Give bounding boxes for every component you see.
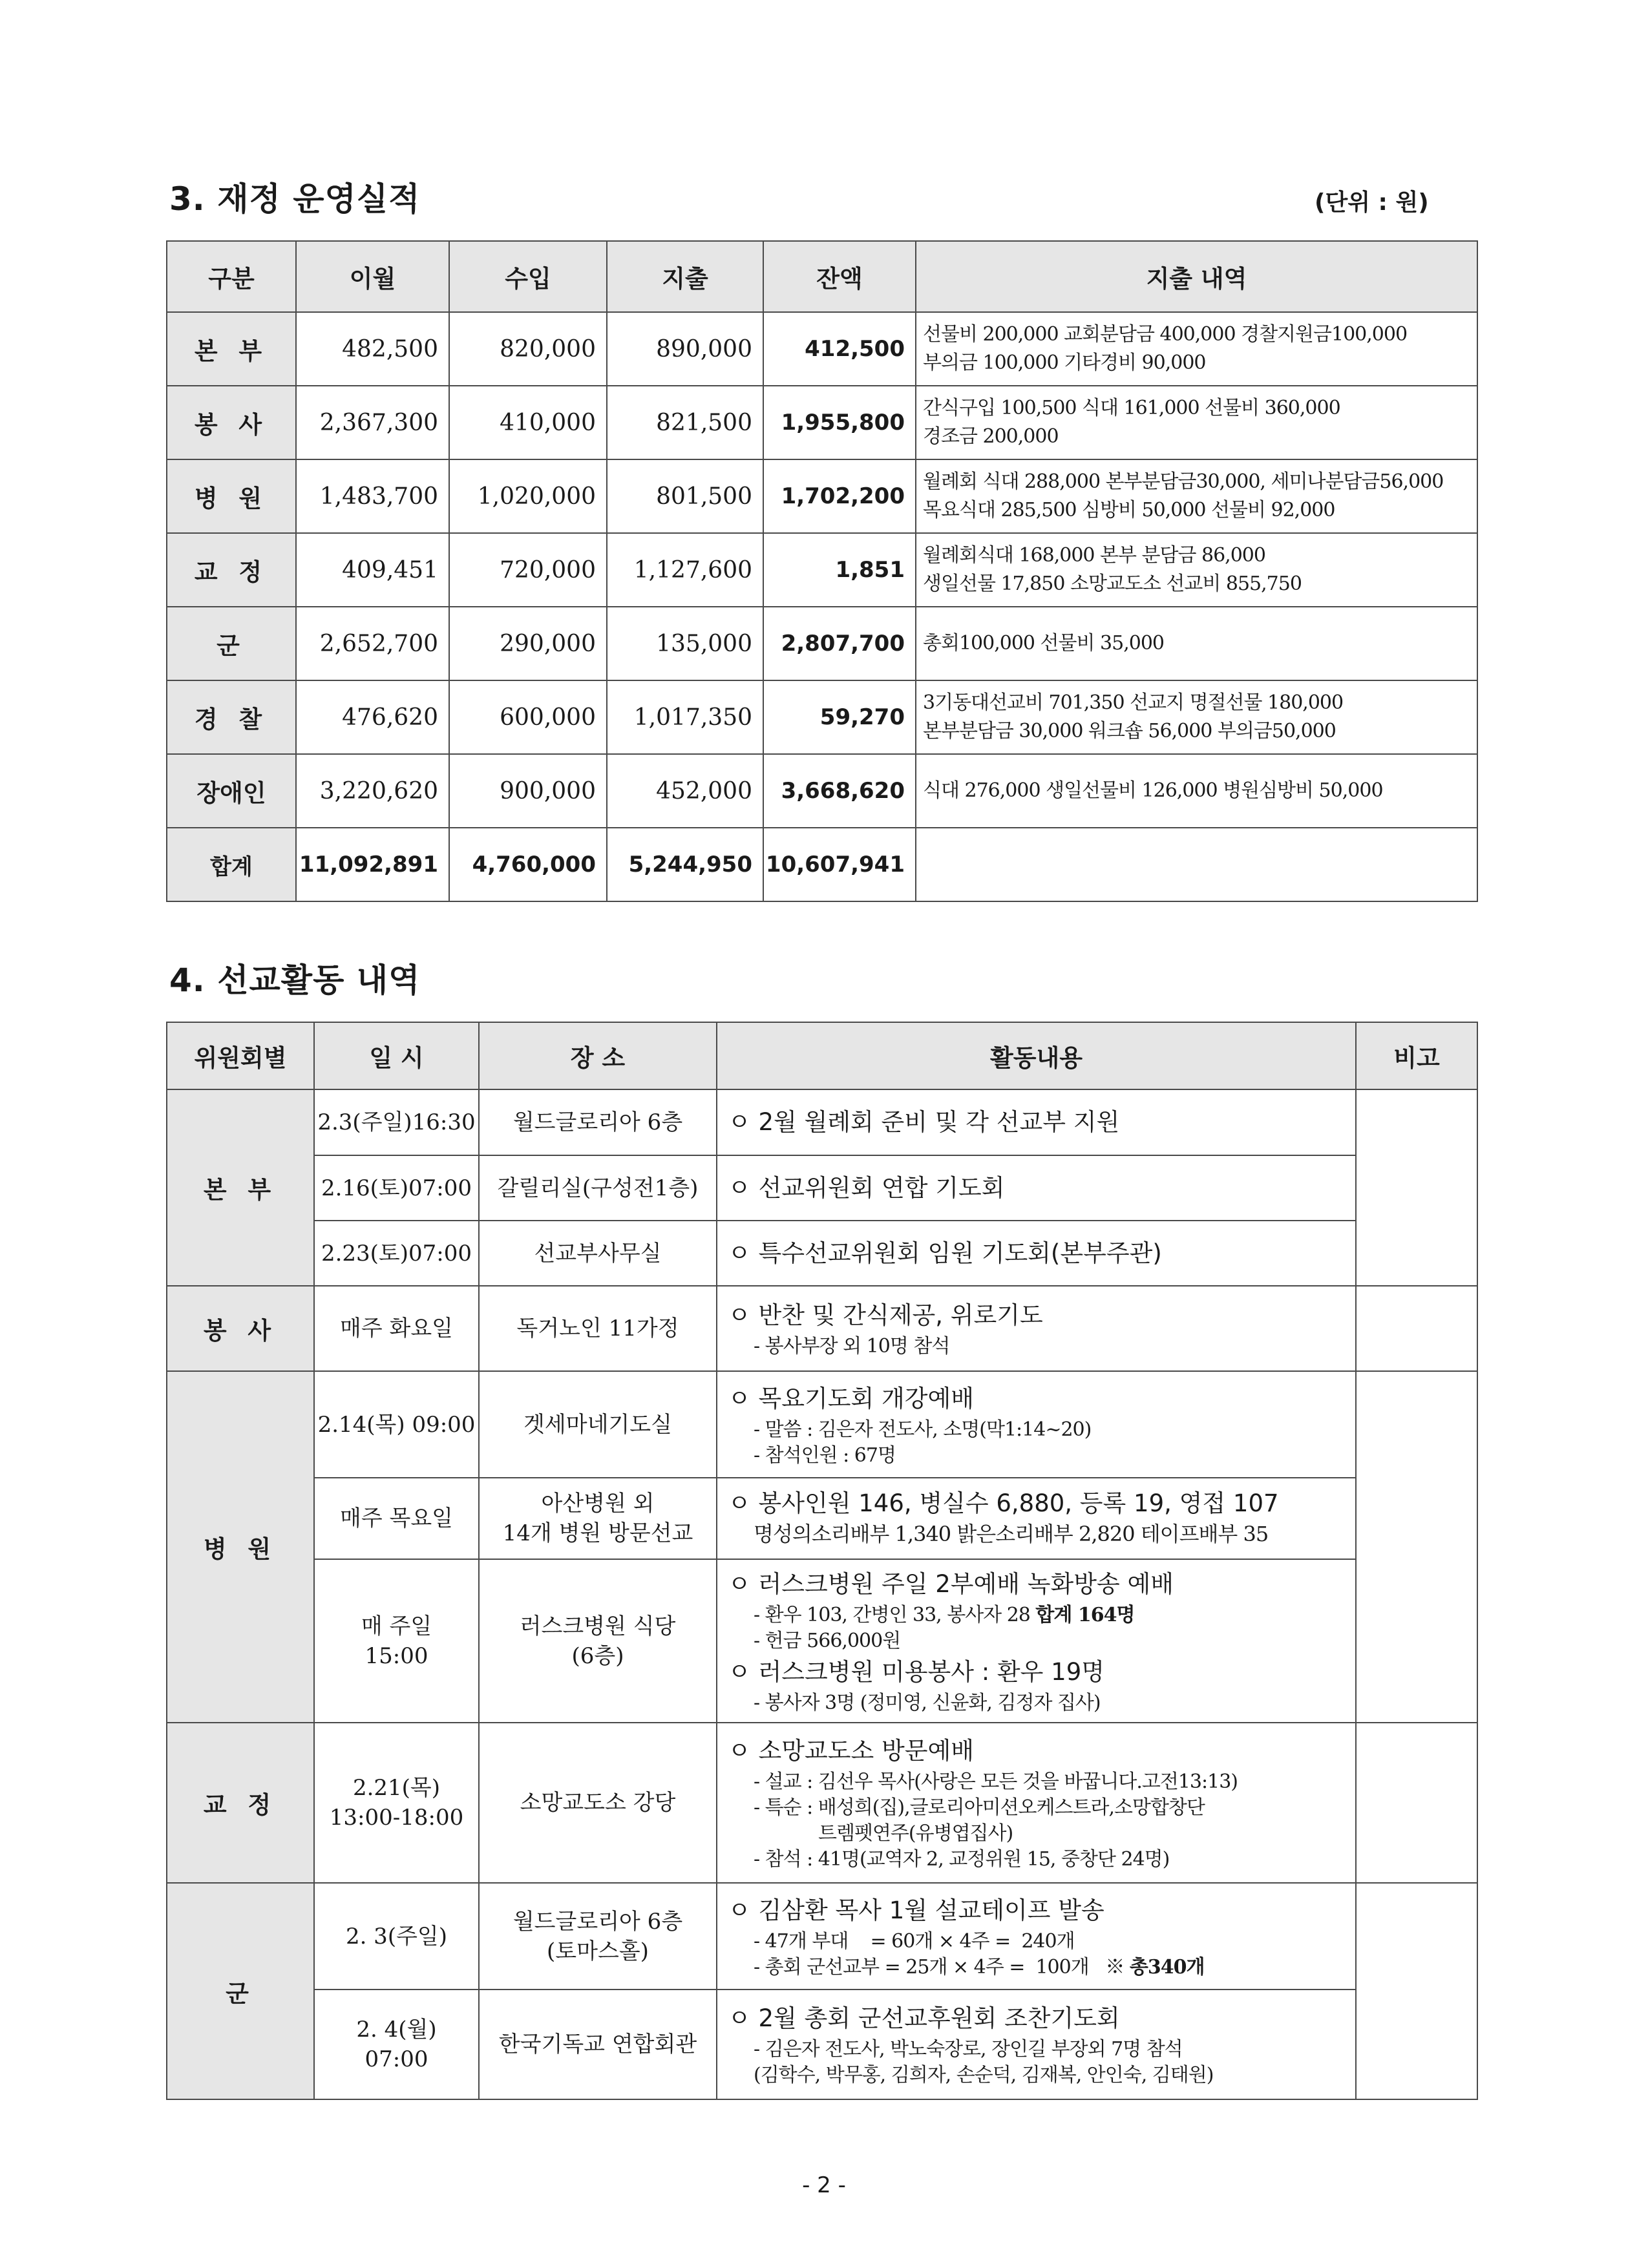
carryover-cell: 2,367,300 xyxy=(296,386,449,459)
place-cell: 월드글로리아 6층 xyxy=(479,1089,717,1155)
date-line: 07:00 xyxy=(364,2046,428,2072)
row-category: 봉 사 xyxy=(167,386,296,459)
income-cell: 820,000 xyxy=(449,312,607,386)
carryover-cell: 476,620 xyxy=(296,680,449,754)
place-cell: 선교부사무실 xyxy=(479,1221,717,1286)
carryover-cell: 482,500 xyxy=(296,312,449,386)
header-income: 수입 xyxy=(449,241,607,312)
balance-cell: 59,270 xyxy=(763,680,916,754)
committee-military: 군 xyxy=(167,1883,314,2099)
place-cell: 독거노인 11가정 xyxy=(479,1286,717,1371)
row-category: 군 xyxy=(167,607,296,680)
expense-cell: 1,017,350 xyxy=(607,680,763,754)
income-cell: 900,000 xyxy=(449,754,607,828)
row-category: 경 찰 xyxy=(167,680,296,754)
detail-line: 총회100,000 선물비 35,000 xyxy=(923,632,1165,655)
date-cell xyxy=(314,1559,479,1723)
detail-line: 월례회식대 168,000 본부 분담금 86,000 xyxy=(923,544,1265,567)
expense-cell: 1,127,600 xyxy=(607,533,763,607)
place-cell xyxy=(479,1478,717,1559)
date-cell: 2.23(토)07:00 xyxy=(314,1221,479,1286)
table-row xyxy=(167,533,1477,607)
note-cell xyxy=(1356,1371,1477,1723)
date-cell: 2.14(목) 09:00 xyxy=(314,1371,479,1478)
expense-cell: 890,000 xyxy=(607,312,763,386)
activity-subline: - 47개 부대 = 60개 × 4주 = 240개 xyxy=(754,1929,1075,1953)
header-expense: 지출 xyxy=(607,241,763,312)
header-datetime: 일 시 xyxy=(314,1022,479,1089)
subline-text: - 환우 103, 간병인 33, 봉사자 28 xyxy=(754,1603,1036,1626)
income-cell: 600,000 xyxy=(449,680,607,754)
header-note: 비고 xyxy=(1356,1022,1477,1089)
balance-cell: 3,668,620 xyxy=(763,754,916,828)
income-cell: 410,000 xyxy=(449,386,607,459)
detail-line: 간식구입 100,500 식대 161,000 선물비 360,000 xyxy=(923,397,1340,419)
balance-cell: 412,500 xyxy=(763,312,916,386)
activity-subline xyxy=(728,1602,1355,1628)
expense-cell: 135,000 xyxy=(607,607,763,680)
place-cell: 갈릴리실(구성전1층) xyxy=(479,1155,717,1221)
activity-subline: - 참석인원 : 67명 xyxy=(754,1444,896,1467)
expense-details-cell xyxy=(916,754,1477,828)
detail-line: 식대 276,000 생일선물비 126,000 병원심방비 50,000 xyxy=(923,779,1383,802)
balance-cell: 1,955,800 xyxy=(763,386,916,459)
activity-cell xyxy=(717,1559,1356,1723)
total-row xyxy=(167,828,1477,901)
date-line: 13:00-18:00 xyxy=(329,1805,464,1831)
table-row xyxy=(167,1990,1477,2099)
committee-hq: 본 부 xyxy=(167,1089,314,1286)
balance-cell: 1,851 xyxy=(763,533,916,607)
table-row xyxy=(167,1559,1477,1723)
place-cell: 한국기독교 연합회관 xyxy=(479,1990,717,2099)
income-cell: 290,000 xyxy=(449,607,607,680)
activity-bullet: ㅇ 소망교도소 방문예배 xyxy=(728,1737,974,1765)
note-cell xyxy=(1356,1286,1477,1371)
row-category: 장애인 xyxy=(167,754,296,828)
carryover-cell: 2,652,700 xyxy=(296,607,449,680)
row-category: 교 정 xyxy=(167,533,296,607)
table-row xyxy=(167,386,1477,459)
total-balance: 10,607,941 xyxy=(763,828,916,901)
section-4-title: 4. 선교활동 내역 xyxy=(169,961,421,999)
table-row xyxy=(167,680,1477,754)
table-row xyxy=(167,1478,1477,1559)
balance-cell: 2,807,700 xyxy=(763,607,916,680)
detail-line: 경조금 200,000 xyxy=(923,425,1059,448)
activity-cell xyxy=(717,1371,1356,1478)
table-row xyxy=(167,754,1477,828)
finance-header-row xyxy=(167,241,1477,312)
note-cell xyxy=(1356,1883,1477,2099)
activity-bullet: ㅇ 김삼환 목사 1월 설교테이프 발송 xyxy=(728,1896,1104,1924)
place-line: (6층) xyxy=(571,1643,624,1669)
activity-cell xyxy=(717,1286,1356,1371)
unit-label: (단위 : 원) xyxy=(1315,189,1429,216)
activity-subline xyxy=(728,1955,1355,1980)
total-expense: 5,244,950 xyxy=(607,828,763,901)
detail-line: 생일선물 17,850 소망교도소 선교비 855,750 xyxy=(923,572,1302,595)
activity-bullet: ㅇ 선교위원회 연합 기도회 xyxy=(728,1173,1005,1202)
header-activity: 활동내용 xyxy=(717,1022,1356,1089)
table-row xyxy=(167,1371,1477,1478)
place-line: 러스크병원 식당 xyxy=(520,1613,676,1639)
table-row xyxy=(167,459,1477,533)
activity-subline: - 김은자 전도사, 박노숙장로, 장인길 부장외 7명 참석 xyxy=(754,2038,1183,2061)
expense-details-cell xyxy=(916,607,1477,680)
header-committee: 위원회별 xyxy=(167,1022,314,1089)
place-cell: 소망교도소 강당 xyxy=(479,1723,717,1883)
activity-line: 명성의소리배부 1,340 밝은소리배부 2,820 테이프배부 35 xyxy=(754,1522,1269,1546)
detail-line: 부의금 100,000 기타경비 90,000 xyxy=(923,352,1206,374)
activity-cell xyxy=(717,1155,1356,1221)
activity-bullet: ㅇ 러스크병원 주일 2부예배 녹화방송 예배 xyxy=(728,1570,1174,1598)
place-line: 아산병원 외 xyxy=(541,1491,655,1517)
activity-bullet: ㅇ 2월 총회 군선교후원회 조찬기도회 xyxy=(728,2004,1120,2032)
activity-cell xyxy=(717,1883,1356,1990)
date-line: 2. 4(월) xyxy=(356,2017,437,2042)
total-details-empty xyxy=(916,828,1477,901)
activity-subline: - 말씀 : 김은자 전도사, 소명(막1:14~20) xyxy=(754,1418,1092,1441)
committee-hospital: 병 원 xyxy=(167,1371,314,1723)
date-line: 매 주일 xyxy=(361,1613,432,1639)
date-cell xyxy=(314,1990,479,2099)
expense-details-cell xyxy=(916,459,1477,533)
committee-service: 봉 사 xyxy=(167,1286,314,1371)
table-row xyxy=(167,1286,1477,1371)
date-cell: 매주 화요일 xyxy=(314,1286,479,1371)
date-cell: 2.16(토)07:00 xyxy=(314,1155,479,1221)
expense-details-cell xyxy=(916,680,1477,754)
income-cell: 1,020,000 xyxy=(449,459,607,533)
activity-bullet: ㅇ 목요기도회 개강예배 xyxy=(728,1384,974,1412)
activity-cell xyxy=(717,1221,1356,1286)
detail-line: 선물비 200,000 교회분담금 400,000 경찰지원금100,000 xyxy=(923,323,1408,346)
row-category: 본 부 xyxy=(167,312,296,386)
row-category: 병 원 xyxy=(167,459,296,533)
note-cell xyxy=(1356,1089,1477,1286)
table-row xyxy=(167,1221,1477,1286)
expense-cell: 452,000 xyxy=(607,754,763,828)
expense-cell: 821,500 xyxy=(607,386,763,459)
place-cell xyxy=(479,1559,717,1723)
place-cell: 겟세마네기도실 xyxy=(479,1371,717,1478)
expense-details-cell xyxy=(916,386,1477,459)
expense-details-cell xyxy=(916,533,1477,607)
activity-cell xyxy=(717,1723,1356,1883)
date-cell: 매주 목요일 xyxy=(314,1478,479,1559)
detail-line: 3기동대선교비 701,350 선교지 명절선물 180,000 xyxy=(923,691,1344,714)
header-category: 구분 xyxy=(167,241,296,312)
header-carryover: 이월 xyxy=(296,241,449,312)
activity-cell xyxy=(717,1478,1356,1559)
finance-table xyxy=(166,240,1478,902)
table-row xyxy=(167,607,1477,680)
place-line: (토마스홀) xyxy=(547,1938,649,1964)
date-cell: 2. 3(주일) xyxy=(314,1883,479,1990)
activity-subline: - 특순 : 배성희(집),글로리아미션오케스트라,소망합창단 xyxy=(754,1796,1205,1819)
note-cell xyxy=(1356,1723,1477,1883)
date-line: 15:00 xyxy=(364,1643,428,1669)
table-row xyxy=(167,1883,1477,1990)
income-cell: 720,000 xyxy=(449,533,607,607)
carryover-cell: 409,451 xyxy=(296,533,449,607)
balance-cell: 1,702,200 xyxy=(763,459,916,533)
table-row xyxy=(167,1089,1477,1155)
header-place: 장 소 xyxy=(479,1022,717,1089)
carryover-cell: 1,483,700 xyxy=(296,459,449,533)
header-balance: 잔액 xyxy=(763,241,916,312)
activity-subline: (김학수, 박무홍, 김희자, 손순덕, 김재복, 안인숙, 김태원) xyxy=(754,2064,1214,2086)
detail-line: 월례회 식대 288,000 본부분담금30,000, 세미나분담금56,000 xyxy=(923,470,1444,493)
activity-subline: - 헌금 566,000원 xyxy=(754,1629,901,1652)
committee-prison: 교 정 xyxy=(167,1723,314,1883)
activity-cell xyxy=(717,1990,1356,2099)
section-3-title: 3. 재정 운영실적 xyxy=(169,180,421,218)
date-line: 2.21(목) xyxy=(352,1775,441,1801)
subline-total: 합계 164명 xyxy=(1035,1603,1135,1626)
activity-subline: - 설교 : 김선우 목사(사랑은 모든 것을 바꿉니다.고전13:13) xyxy=(754,1770,1238,1793)
date-cell xyxy=(314,1723,479,1883)
page-number: - 2 - xyxy=(802,2172,846,2198)
activity-bullet: ㅇ 반찬 및 간식제공, 위로기도 xyxy=(728,1301,1043,1329)
activity-header-row xyxy=(167,1022,1477,1089)
place-line: 월드글로리아 6층 xyxy=(512,1908,683,1935)
table-row xyxy=(167,1155,1477,1221)
table-row xyxy=(167,312,1477,386)
expense-cell: 801,500 xyxy=(607,459,763,533)
activity-bullet: ㅇ 러스크병원 미용봉사 : 환우 19명 xyxy=(728,1657,1104,1686)
activity-subline: - 봉사자 3명 (정미영, 신윤화, 김정자 집사) xyxy=(754,1691,1101,1714)
header-expense-details: 지출 내역 xyxy=(916,241,1477,312)
activity-table xyxy=(166,1022,1478,2100)
detail-line: 본부분담금 30,000 워크숍 56,000 부의금50,000 xyxy=(923,720,1336,742)
activity-subline: - 참석 : 41명(교역자 2, 교정위원 15, 중창단 24명) xyxy=(754,1848,1170,1871)
subline-text: - 총회 군선교부 = 25개 × 4주 = 100개 ※ xyxy=(754,1955,1130,1979)
activity-subline: 트렘펫연주(유병엽집사) xyxy=(818,1822,1013,1845)
table-row xyxy=(167,1723,1477,1883)
total-label: 합계 xyxy=(167,828,296,901)
activity-bullet: ㅇ 특수선교위원회 임원 기도회(본부주관) xyxy=(728,1239,1162,1267)
place-line: 14개 병원 방문선교 xyxy=(502,1520,693,1546)
activity-bullet: ㅇ 2월 월례회 준비 및 각 선교부 지원 xyxy=(728,1108,1120,1136)
total-carryover: 11,092,891 xyxy=(296,828,449,901)
date-cell: 2.3(주일)16:30 xyxy=(314,1089,479,1155)
place-cell xyxy=(479,1883,717,1990)
expense-details-cell xyxy=(916,312,1477,386)
activity-subline: - 봉사부장 외 10명 참석 xyxy=(754,1335,950,1358)
total-income: 4,760,000 xyxy=(449,828,607,901)
activity-bullet: ㅇ 봉사인원 146, 병실수 6,880, 등록 19, 영접 107 xyxy=(728,1489,1279,1517)
activity-cell xyxy=(717,1089,1356,1155)
detail-line: 목요식대 285,500 심방비 50,000 선물비 92,000 xyxy=(923,499,1335,521)
subline-total: 총340개 xyxy=(1129,1955,1205,1979)
carryover-cell: 3,220,620 xyxy=(296,754,449,828)
